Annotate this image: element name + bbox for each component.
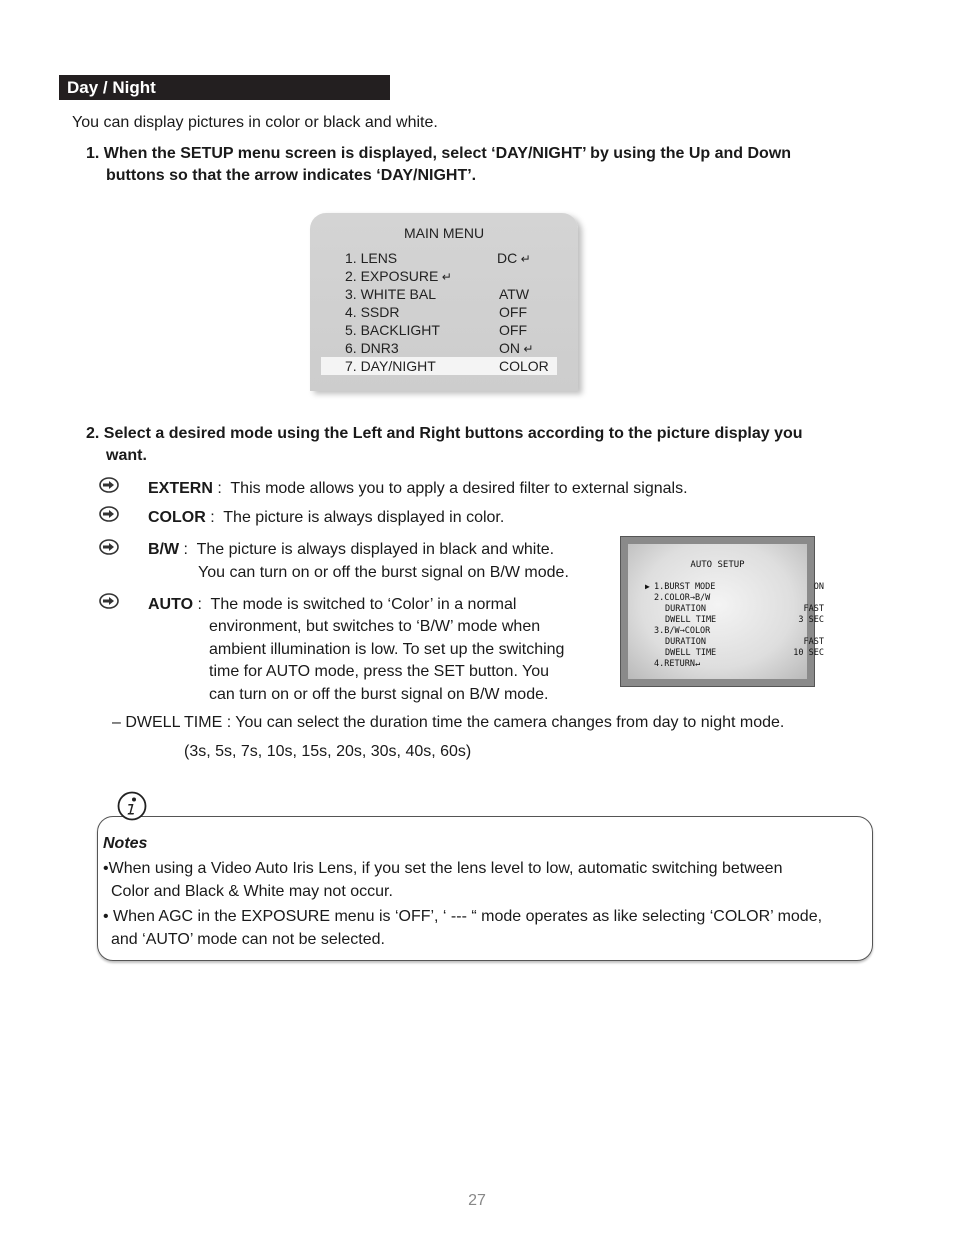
menu-row-value: DC (497, 250, 518, 266)
mode-auto-line-1: The mode is switched to ‘Color’ in a normal (210, 596, 517, 613)
auto-row-label: DWELL TIME (665, 615, 717, 625)
notes-heading: Notes (103, 835, 148, 852)
mode-auto-sep: : (193, 596, 202, 613)
mode-extern-desc: This mode allows you to apply a desired filter to external signals. (230, 480, 688, 497)
mode-auto-name: AUTO (148, 596, 194, 613)
step-1-line-2: buttons so that the arrow indicates ‘DAY/NIGHT’. (106, 167, 477, 184)
menu-row-ssdr (321, 303, 557, 321)
note-item-1-line-2: Color and Black & White may not occur. (111, 883, 393, 900)
dwell-time-options: (3s, 5s, 7s, 10s, 15s, 20s, 30s, 40s, 60s) (184, 743, 472, 760)
mode-auto-line-5: can turn on or off the burst signal on B/W mode. (209, 686, 549, 703)
auto-row-label: 1.BURST MODE (654, 582, 716, 592)
mode-bw-sep: : (179, 541, 188, 558)
auto-row-value: 3 SEC (798, 615, 824, 625)
menu-row-label: 7. DAY/NIGHT (345, 358, 436, 374)
auto-setup-title: AUTO SETUP (690, 560, 745, 570)
menu-row-value: ON (499, 340, 520, 356)
menu-row-value: COLOR (499, 358, 549, 374)
note-item-2-line-2: and ‘AUTO’ mode can not be selected. (111, 931, 385, 948)
menu-row-exposure (321, 267, 557, 285)
auto-row (654, 582, 824, 593)
auto-row (654, 659, 824, 670)
step-2 (86, 423, 856, 467)
auto-row-label: 4.RETURN↵ (654, 659, 701, 669)
menu-row-backlight (321, 321, 557, 339)
mode-bw (148, 539, 554, 561)
auto-row-value: FAST (803, 604, 824, 614)
dwell-time-text: – DWELL TIME : You can select the duration time the camera changes from day to night mode. (112, 714, 785, 731)
auto-row-label: DWELL TIME (665, 648, 717, 658)
auto-row-label: 2.COLOR→B/W (654, 593, 711, 603)
menu-row-value: OFF (499, 322, 527, 338)
arrow-bullet-icon (99, 593, 119, 609)
note-item-2 (103, 905, 863, 951)
auto-row-label: 3.B/W→COLOR (654, 626, 711, 636)
auto-setup-screen (620, 536, 824, 687)
auto-row-value: ON (813, 582, 824, 592)
mode-color-name: COLOR (148, 509, 206, 526)
page-number: 27 (468, 1192, 486, 1209)
info-icon (117, 791, 147, 821)
mode-color (148, 507, 504, 529)
auto-row (654, 648, 824, 659)
menu-row-label: 2. EXPOSURE (345, 268, 439, 284)
auto-row-value: 10 SEC (793, 648, 824, 658)
menu-row-value: OFF (499, 304, 527, 320)
note-item-2-line-1: • When AGC in the EXPOSURE menu is ‘OFF’, ‘ --- “ mode operates as like selecting ‘COLOR’ mode, (103, 908, 823, 925)
mode-auto-line-4: time for AUTO mode, press the SET button. You (209, 663, 550, 680)
arrow-bullet-icon (99, 506, 119, 522)
enter-icon: ↵ (438, 270, 452, 284)
auto-row-label: DURATION (665, 604, 706, 614)
step-2-line-1: 2. Select a desired mode using the Left and Right buttons according to the picture display you (86, 425, 803, 442)
menu-row-label: 3. WHITE BAL (345, 286, 437, 302)
menu-row-label: 1. LENS (345, 250, 398, 266)
mode-extern-sep: : (212, 480, 222, 497)
mode-bw-line-2: You can turn on or off the burst signal on B/W mode. (198, 564, 569, 581)
auto-row (654, 626, 824, 637)
arrow-bullet-icon (99, 477, 119, 493)
mode-extern-name: EXTERN (148, 480, 213, 497)
step-1 (86, 143, 846, 187)
menu-row-label: 5. BACKLIGHT (345, 322, 440, 338)
main-menu-title: MAIN MENU (403, 225, 485, 241)
mode-auto (148, 594, 516, 616)
menu-row-label: 6. DNR3 (345, 340, 399, 356)
menu-row-dnr3 (321, 339, 557, 357)
menu-row-label: 4. SSDR (345, 304, 400, 320)
menu-row-value: ATW (499, 286, 530, 302)
step-2-line-2: want. (106, 447, 147, 464)
enter-icon: ↵ (520, 342, 534, 356)
auto-row-label: DURATION (665, 637, 706, 647)
menu-row-white-bal (321, 285, 557, 303)
arrow-bullet-icon (99, 539, 119, 555)
auto-row (654, 604, 824, 615)
menu-row-day-night-selected (321, 357, 557, 375)
mode-bw-name: B/W (148, 541, 180, 558)
selection-pointer-icon: ▶ (645, 582, 650, 591)
auto-row (654, 593, 824, 604)
mode-color-desc: The picture is always displayed in color. (223, 509, 505, 526)
mode-extern (148, 478, 688, 500)
mode-auto-line-2: environment, but switches to ‘B/W’ mode when (209, 618, 541, 635)
mode-auto-line-3: ambient illumination is low. To set up the switching (209, 641, 565, 658)
note-item-1 (103, 857, 863, 903)
mode-color-sep: : (205, 509, 215, 526)
menu-row-lens (321, 249, 557, 267)
auto-row (654, 615, 824, 626)
section-title: Day / Night (59, 75, 390, 100)
auto-row (654, 637, 824, 648)
mode-bw-line-1: The picture is always displayed in black and white. (196, 541, 555, 558)
intro-text: You can display pictures in color or black and white. (72, 114, 438, 131)
auto-row-value: FAST (803, 637, 824, 647)
enter-icon: ↵ (517, 252, 531, 266)
step-1-line-1: 1. When the SETUP menu screen is displayed, select ‘DAY/NIGHT’ by using the Up and Down (86, 145, 792, 162)
note-item-1-line-1: •When using a Video Auto Iris Lens, if you set the lens level to low, automatic switching between (103, 860, 783, 877)
main-menu-screen (310, 213, 578, 391)
